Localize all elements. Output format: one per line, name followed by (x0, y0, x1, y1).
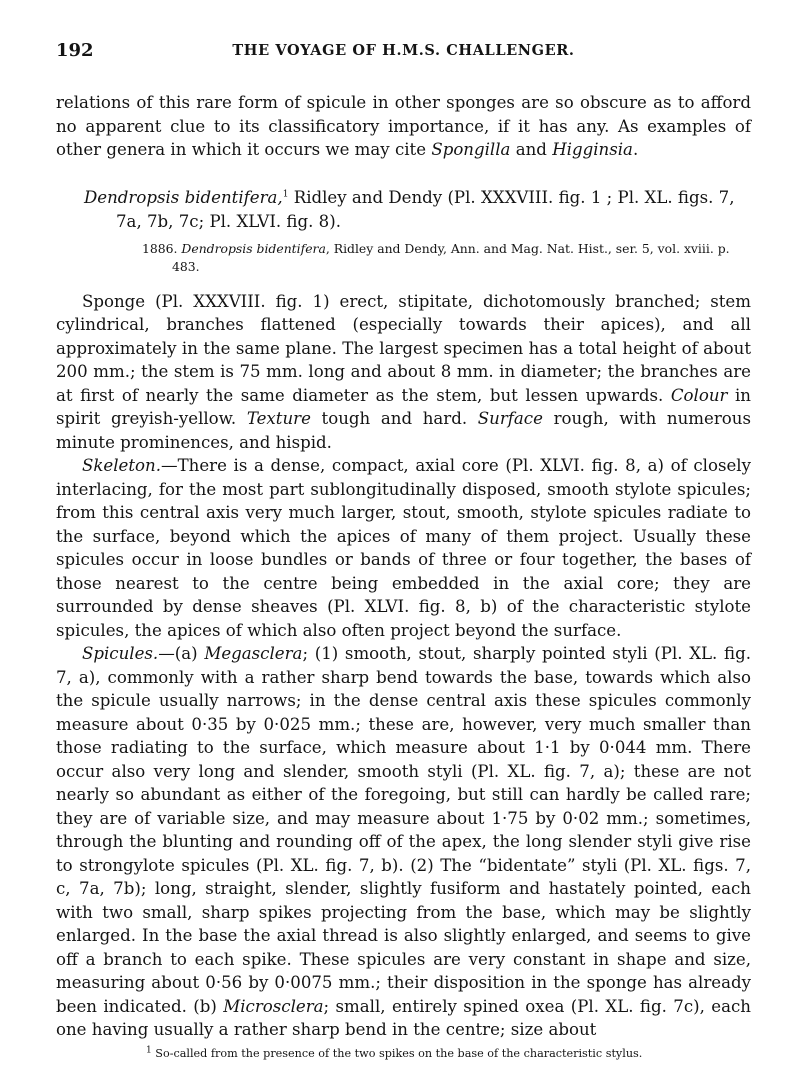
intro-paragraph: relations of this rare form of spicule in other sponges are so obscure as to afford no apparent clue to its classificatory importance, if it has any. As examples of other genera in which it occurs we may cite Spongilla and Higginsia. (56, 93, 751, 159)
species-name: Dendropsis bidentifera, (84, 187, 283, 207)
skeleton-description: Skeleton.—There is a dense, compact, axial core (Pl. XLVI. fig. 8, a) of closely interlacing, for the most part sublongitudinally disposed, smooth stylote spicules; from this central axis very much larger, stout, smooth, stylote spicules radiate to the surface, beyond which the apices of many of them project. Usually these spicules occur in loose bundles or bands of three or four together, the bases of those nearest to the centre being embedded in the axial core; they are surrounded by dense sheaves (Pl. XLVI. fig. 8, b) of the characteristic stylote spicules, the apices of which also often project beyond the surface. (56, 456, 751, 640)
species-heading: Dendropsis bidentifera,$^1$ Ridley and Dendy (Pl. XXXVIII. fig. 1 ; Pl. XL. figs. 7, 7a, 7b, 7c; Pl. XLVI. fig. 8). (84, 187, 735, 231)
footnote-marker: 1 (282, 188, 289, 199)
running-title: THE VOYAGE OF H.M.S. CHALLENGER. (232, 42, 575, 59)
page (56, 40, 751, 1072)
sponge-description: Sponge (Pl. XXXVIII. fig. 1) erect, stipitate, dichotomously branched; stem cylindrical, branches flattened (especially towards their apices), and all approximately in the same plane. The largest specimen has a total height of about 200 mm.; the stem is 75 mm. long and about 8 mm. in diameter; the branches are at first of nearly the same diameter as the stem, but lessen upwards. Colour in spirit greyish-yellow. Texture tough and hard. Surface rough, with numerous minute prominences, and hispid. (56, 291, 751, 452)
genus-spongilla: Spongilla (431, 140, 511, 159)
genus-higginsia: Higginsia (552, 140, 633, 159)
running-header (56, 40, 751, 70)
footnote: $^1$ So-called from the presence of the two spikes on the base of the characteristic stylus. (146, 1044, 643, 1060)
spicules-description: Spicules.—(a) Megasclera; (1) smooth, stout, sharply pointed styli (Pl. XL. fig. 7, a), commonly with a rather sharp bend towards the base, towards which also the spicule usually narrows; in the dense central axis these spicules commonly measure about 0·35 by 0·025 mm.; these are, however, very much smaller than those radiating to the surface, which measure about 1·1 by 0·044 mm. There occur also very long and slender, smooth styli (Pl. XL. fig. 7, a); these are not nearly so abundant as either of the foregoing, but still can hardly be called rare; they are of variable size, and may measure about 1·75 by 0·02 mm.; sometimes, through the blunting and rounding off of the apex, the long slender styli give rise to strongylote spicules (Pl. XL. fig. 7, b). (2) The “bidentate” styli (Pl. XL. figs. 7, c, 7a, 7b); long, straight, slender, slightly fusiform and hastately pointed, each with two small, sharp spikes projecting from the base, which may be slightly enlarged. In the base the axial thread is also slightly enlarged, and seems to give off a branch to each spike. These spicules are very constant in shape and size, measuring about 0·56 by 0·0075 mm.; their disposition in the sponge has already been indicated. (b) Microsclera; small, entirely spined oxea (Pl. XL. fig. 7c), each one having usually a rather sharp bend in the centre; size about (56, 644, 751, 1039)
synonymy-citation: 1886. Dendropsis bidentifera, Ridley and Dendy, Ann. and Mag. Nat. Hist., ser. 5, vol. xviii. p. 483. (142, 240, 730, 274)
page-number: 192 (56, 40, 94, 61)
